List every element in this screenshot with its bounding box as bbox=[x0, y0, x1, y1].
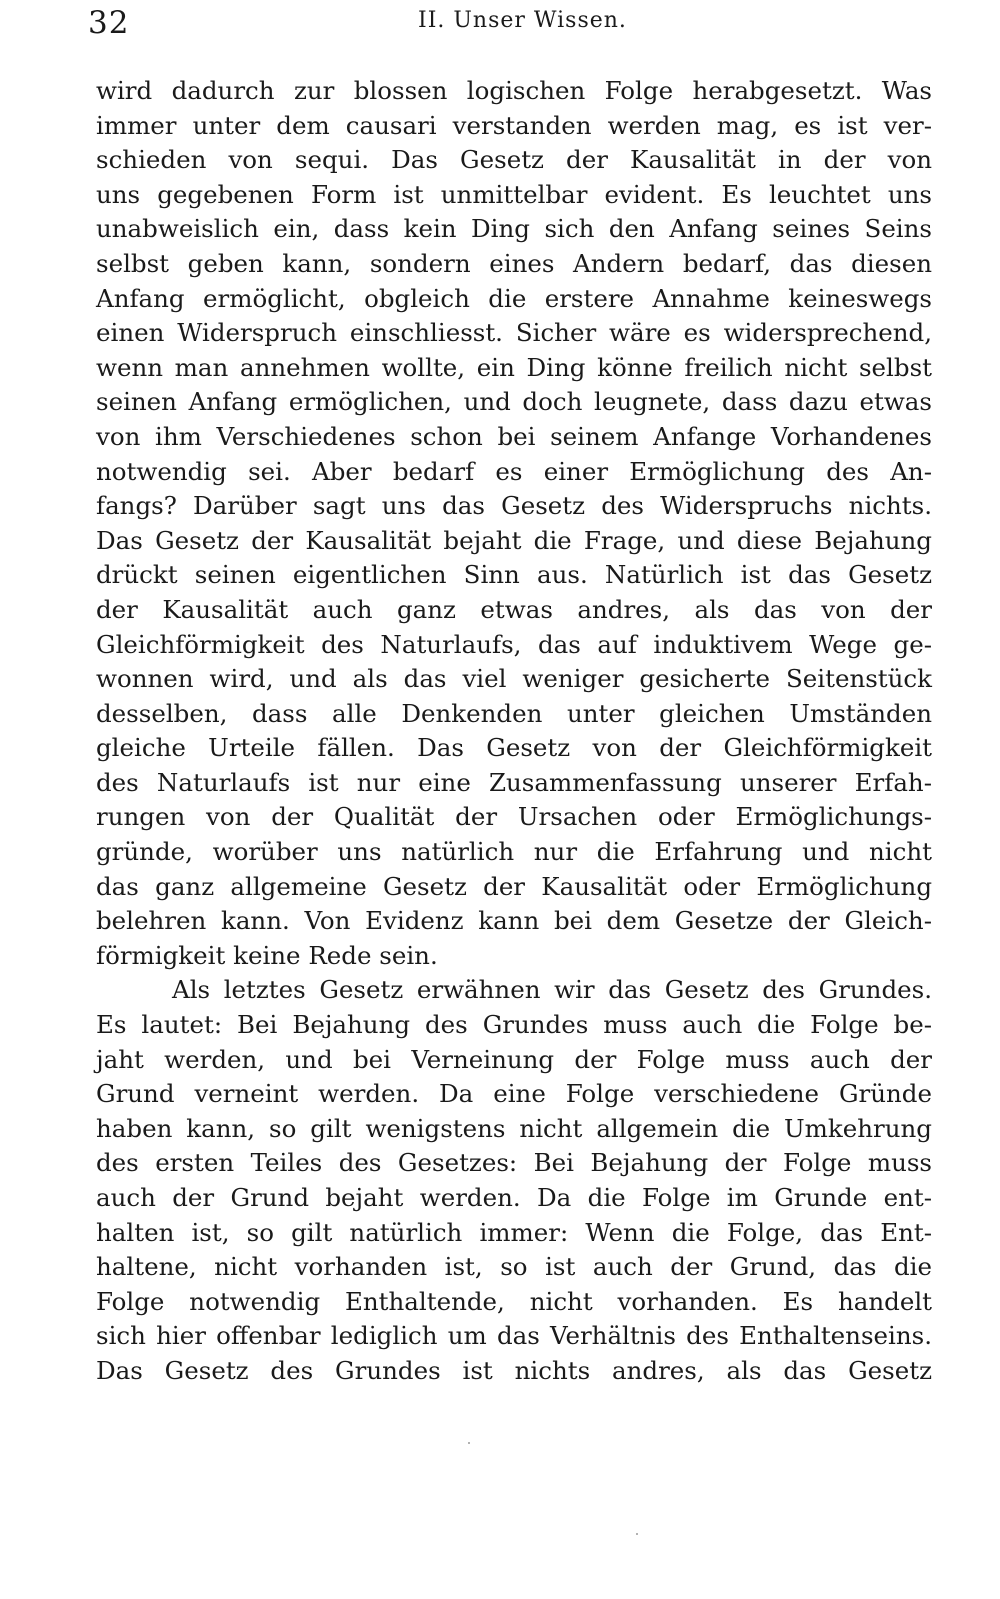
text-line: desselben, dass alle Denkenden unter gleichen Umständen bbox=[96, 698, 932, 728]
text-line: seinen Anfang ermöglichen, und doch leugnete, dass dazu etwas bbox=[96, 387, 932, 417]
text-line: Das Gesetz der Kausalität bejaht die Frage, und diese Bejahung bbox=[96, 525, 932, 555]
text-line: des Naturlaufs ist nur eine Zusammenfassung unserer Erfah- bbox=[96, 767, 932, 797]
text-line: das ganz allgemeine Gesetz der Kausalität oder Ermöglichung bbox=[96, 871, 932, 901]
text-line: auch der Grund bejaht werden. Da die Folge im Grunde ent- bbox=[96, 1183, 932, 1212]
text-line: sich hier offenbar lediglich um das Verhältnis des Enthaltenseins. bbox=[96, 1321, 932, 1351]
text-line: uns gegebenen Form ist unmittelbar evident. Es leuchtet uns bbox=[96, 179, 932, 209]
page-number: 32 bbox=[88, 5, 130, 41]
text-line: haltene, nicht vorhanden ist, so ist auch der Grund, das die bbox=[96, 1252, 932, 1282]
text-line: des ersten Teiles des Gesetzes: Bei Bejahung der Folge muss bbox=[96, 1148, 932, 1178]
text-line: selbst geben kann, sondern eines Andern bedarf, das diesen bbox=[96, 248, 932, 278]
text-line: Grund verneint werden. Da eine Folge verschiedene Gründe bbox=[96, 1079, 932, 1109]
text-line: gründe, worüber uns natürlich nur die Erfahrung und nicht bbox=[96, 837, 932, 867]
text-line: einen Widerspruch einschliesst. Sicher wäre es widersprechend, bbox=[96, 318, 932, 348]
text-line: belehren kann. Von Evidenz kann bei dem Gesetze der Gleich- bbox=[96, 906, 932, 936]
text-line: von ihm Verschiedenes schon bei seinem Anfange Vorhandenes bbox=[96, 421, 932, 451]
text-line: Als letztes Gesetz erwähnen wir das Gesetz des Grundes. bbox=[172, 975, 932, 1005]
text-line: immer unter dem causari verstanden werden mag, es ist ver- bbox=[96, 110, 932, 140]
text-line: wird dadurch zur blossen logischen Folge herabgesetzt. Was bbox=[96, 76, 932, 105]
text-line: drückt seinen eigentlichen Sinn aus. Natürlich ist das Gesetz bbox=[96, 560, 932, 590]
text-line: jaht werden, und bei Verneinung der Folge muss auch der bbox=[96, 1044, 932, 1074]
scan-speck bbox=[636, 1533, 638, 1535]
text-line: rungen von der Qualität der Ursachen oder Ermöglichungs- bbox=[96, 802, 932, 832]
text-line: wenn man annehmen wollte, ein Ding könne freilich nicht selbst bbox=[96, 352, 932, 382]
body-text bbox=[96, 74, 932, 1389]
text-line: Folge notwendig Enthaltende, nicht vorhanden. Es handelt bbox=[96, 1286, 932, 1316]
paragraph-1 bbox=[96, 74, 932, 973]
text-line: haben kann, so gilt wenigstens nicht allgemein die Umkehrung bbox=[96, 1113, 932, 1143]
text-line: halten ist, so gilt natürlich immer: Wenn die Folge, das Ent- bbox=[96, 1217, 932, 1247]
running-head: II. Unser Wissen. bbox=[418, 8, 627, 33]
text-line: notwendig sei. Aber bedarf es einer Ermöglichung des An- bbox=[96, 456, 932, 486]
text-line: Gleichförmigkeit des Naturlaufs, das auf induktivem Wege ge- bbox=[96, 629, 932, 659]
text-line: schieden von sequi. Das Gesetz der Kausalität in der von bbox=[96, 145, 932, 175]
text-line: Es lautet: Bei Bejahung des Grundes muss auch die Folge be- bbox=[96, 1010, 932, 1040]
text-line: der Kausalität auch ganz etwas andres, als das von der bbox=[96, 594, 932, 624]
scan-speck bbox=[468, 1442, 470, 1444]
text-line: unabweislich ein, dass kein Ding sich den Anfang seines Seins bbox=[96, 214, 932, 244]
paragraph-2 bbox=[96, 973, 932, 1388]
text-line: Anfang ermöglicht, obgleich die erstere Annahme keineswegs bbox=[96, 283, 932, 313]
text-line: wonnen wird, und als das viel weniger gesicherte Seitenstück bbox=[96, 664, 932, 694]
text-line: gleiche Urteile fällen. Das Gesetz von der Gleichförmigkeit bbox=[96, 733, 932, 763]
text-line: Das Gesetz des Grundes ist nichts andres, als das Gesetz bbox=[96, 1355, 932, 1385]
text-line: förmigkeit keine Rede sein. bbox=[96, 940, 438, 970]
text-line: fangs? Darüber sagt uns das Gesetz des Widerspruchs nichts. bbox=[96, 491, 932, 521]
